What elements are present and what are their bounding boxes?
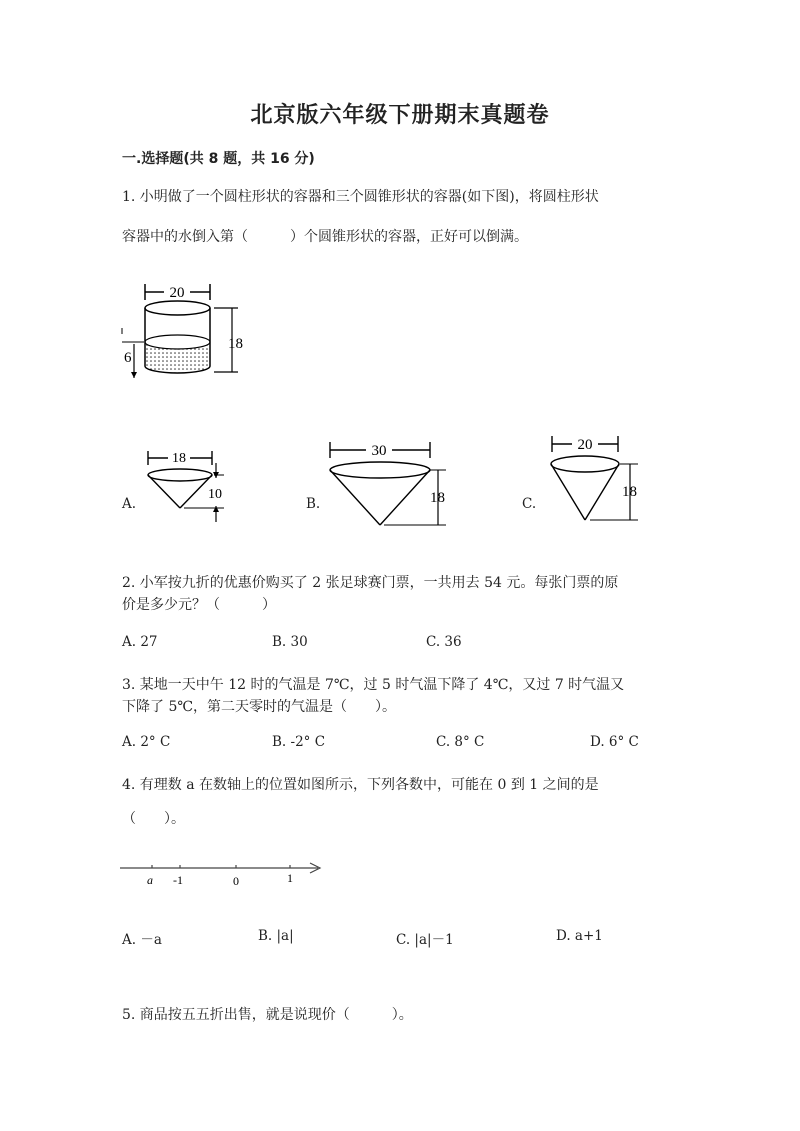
q2-line2: 价是多少元？（ ）: [122, 597, 276, 613]
q3-line1: 3. 某地一天中午 12 时的气温是 7℃，过 5 时气温下降了 4℃，又过 7 时气温又: [122, 677, 625, 693]
q4-option-b: B. |a|: [258, 928, 294, 944]
q3-option-d: D. 6° C: [590, 734, 639, 750]
page-title: 北京版六年级下册期末真题卷: [250, 103, 550, 128]
q3-option-c: C. 8° C: [436, 734, 485, 750]
q3-option-a: A. 2° C: [122, 734, 171, 750]
q2-option-b: B. 30: [272, 634, 308, 650]
cone-b-figure: [322, 436, 452, 532]
cone-b-height: 18: [430, 490, 445, 506]
cylinder-water-label: 6: [124, 350, 132, 366]
q4-option-d: D. a+1: [556, 928, 603, 944]
cone-a-diameter: 18: [172, 451, 186, 466]
cylinder-height-label: 18: [228, 336, 243, 352]
q2-line1: 2. 小军按九折的优惠价购买了 2 张足球赛门票，一共用去 54 元。每张门票的原: [122, 575, 619, 591]
q3-option-b: B. -2° C: [272, 734, 326, 750]
cone-a-label: A.: [122, 496, 137, 512]
q2-option-c: C. 36: [426, 634, 462, 650]
q4-option-a: A. －a: [122, 932, 162, 948]
cone-c-diameter: 20: [577, 437, 593, 453]
q3-line2: 下降了 5℃，第二天零时的气温是（ ）。: [122, 699, 397, 715]
section-heading: 一.选择题(共 8 题，共 16 分): [122, 151, 315, 167]
axis-label-minus-1: -1: [173, 873, 183, 887]
cone-a-height: 10: [208, 487, 222, 502]
q1-line1: 1. 小明做了一个圆柱形状的容器和三个圆锥形状的容器(如下图)，将圆柱形状: [122, 189, 599, 205]
q4-line1: 4. 有理数 a 在数轴上的位置如图所示，下列各数中，可能在 0 到 1 之间的是: [122, 777, 599, 793]
cone-b-label: B.: [306, 496, 321, 512]
cone-c-label: C.: [522, 496, 537, 512]
q4-option-c: C. |a|－1: [396, 932, 454, 948]
cylinder-figure: [118, 276, 248, 386]
cone-a-figure: [140, 446, 240, 526]
q5-line1: 5. 商品按五五折出售，就是说现价（ ）。: [122, 1007, 413, 1023]
number-line-figure: [118, 856, 328, 890]
q2-option-a: A. 27: [122, 634, 158, 650]
q1-line2: 容器中的水倒入第（ ）个圆锥形状的容器，正好可以倒满。: [122, 229, 528, 245]
q4-line2: （ ）。: [122, 811, 185, 827]
axis-label-1: 1: [287, 871, 293, 885]
axis-label-0: 0: [233, 874, 239, 888]
cone-c-height: 18: [622, 484, 637, 500]
cone-b-diameter: 30: [371, 443, 387, 459]
cone-c-figure: [540, 430, 650, 526]
cylinder-diameter-label: 20: [169, 285, 185, 301]
axis-label-a: a: [147, 873, 153, 887]
